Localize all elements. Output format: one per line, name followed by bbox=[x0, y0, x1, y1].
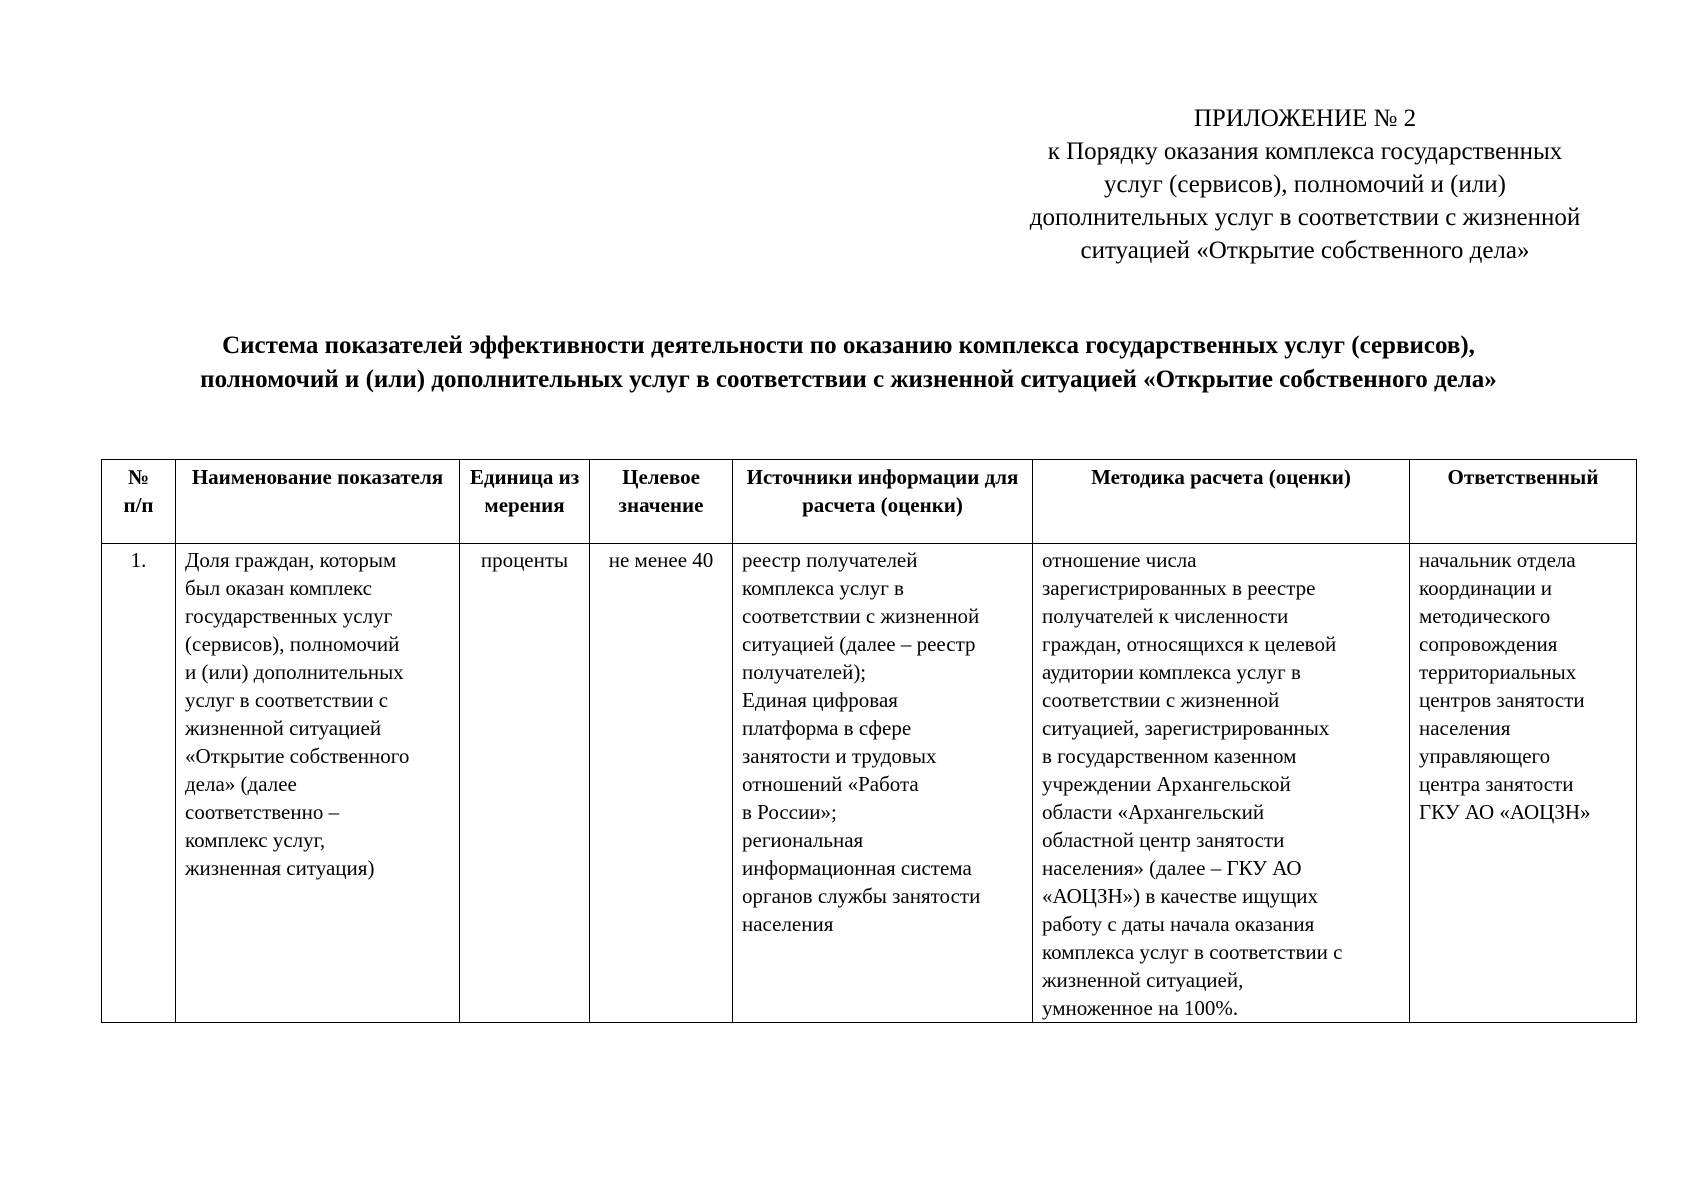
cell-unit: проценты bbox=[460, 544, 590, 1023]
header-number: № п/п bbox=[102, 460, 176, 544]
cell-method: отношение числа зарегистрированных в реестре получателей к численности граждан, относящихся к целевой аудитории комплекса услуг в соответствии с жизненной ситуацией, зарегистрированных в государственном казенном учреждении Архангельской области «Архангельский областной центр занятости населения» (далее – ГКУ АО «АОЦЗН») в качестве ищущих работу с даты начала оказания комплекса услуг в соответствии с жизненной ситуацией, умноженное на 100%. bbox=[1033, 544, 1410, 1023]
header-unit: Единица измерения bbox=[460, 460, 590, 544]
table-header-row bbox=[102, 460, 1637, 544]
cell-name: Доля граждан, которым был оказан комплекс государственных услуг (сервисов), полномочий и (или) дополнительных услуг в соответствии с жизненной ситуацией «Открытие собственного дела» (далее соответственно – комплекс услуг, жизненная ситуация) bbox=[176, 544, 460, 1023]
appendix-line: ситуацией «Открытие собственного дела» bbox=[1080, 237, 1530, 264]
cell-responsible: начальник отдела координации и методического сопровождения территориальных центров занятости населения управляющего центра занятости ГКУ АО «АОЦЗН» bbox=[1410, 544, 1637, 1023]
header-target: Целевое значение bbox=[590, 460, 733, 544]
header-responsible: Ответственный bbox=[1410, 460, 1637, 544]
appendix-line: услуг (сервисов), полномочий и (или) bbox=[1103, 171, 1506, 198]
appendix-line: ПРИЛОЖЕНИЕ № 2 bbox=[1193, 105, 1417, 132]
header-method: Методика расчета (оценки) bbox=[1033, 460, 1410, 544]
appendix-line: дополнительных услуг в соответствии с жизненной bbox=[1029, 204, 1581, 231]
header-name: Наименование показателя bbox=[176, 460, 460, 544]
header-sources: Источники информации для расчета (оценки) bbox=[733, 460, 1033, 544]
document-title-line: полномочий и (или) дополнительных услуг в соответствии с жизненной ситуацией «Открытие собственного дела» bbox=[200, 366, 1497, 393]
cell-number: 1. bbox=[102, 544, 176, 1023]
cell-sources: реестр получателей комплекса услуг в соответствии с жизненной ситуацией (далее – реестр получателей); Единая цифровая платформа в сфере занятости и трудовых отношений «Работа в России»; региональная информационная система органов службы занятости населения bbox=[733, 544, 1033, 1023]
indicators-table bbox=[101, 459, 1637, 1023]
document-title-line: Система показателей эффективности деятельности по оказанию комплекса государственных услуг (сервисов), bbox=[222, 332, 1475, 359]
cell-target: не менее 40 bbox=[590, 544, 733, 1023]
table-row bbox=[102, 544, 1637, 1023]
document-title bbox=[40, 329, 1657, 397]
appendix-header bbox=[930, 102, 1680, 267]
appendix-line: к Порядку оказания комплекса государственных bbox=[1047, 138, 1563, 165]
